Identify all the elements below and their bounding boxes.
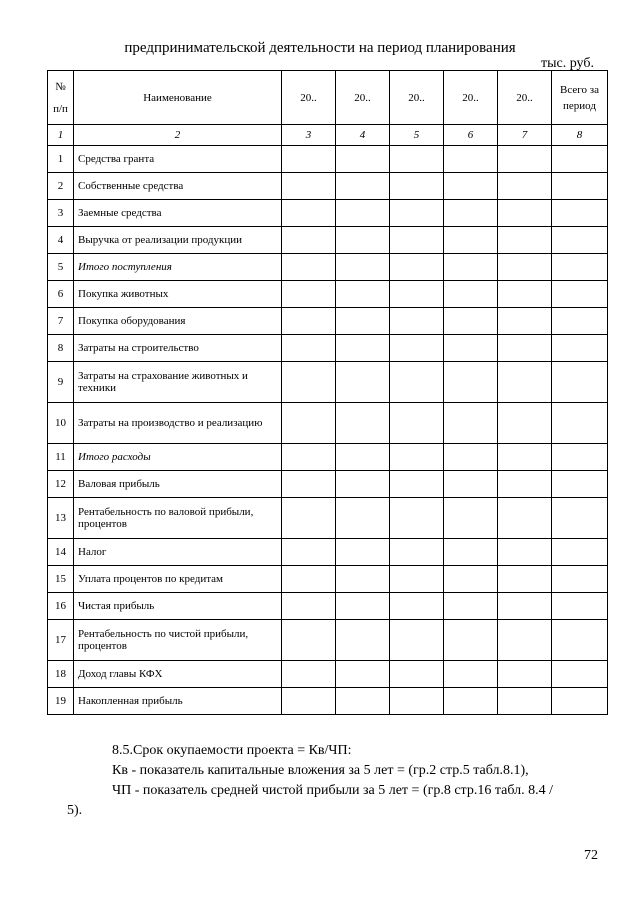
header-year-2: 20.. (336, 71, 390, 125)
value-cell (282, 227, 336, 254)
index-cell: 4 (336, 125, 390, 146)
index-cell: 6 (444, 125, 498, 146)
value-cell (444, 620, 498, 661)
value-cell (282, 200, 336, 227)
value-cell (390, 498, 444, 539)
kv-definition: Кв - показатель капитальные вложения за 5 лет = (гр.2 стр.5 табл.8.1), (112, 763, 529, 778)
chp-definition-end: 5). (67, 803, 83, 818)
row-number: 8 (48, 335, 74, 362)
value-cell (444, 539, 498, 566)
value-cell (498, 200, 552, 227)
value-cell (498, 593, 552, 620)
value-cell (282, 661, 336, 688)
value-cell (498, 362, 552, 403)
value-cell (336, 620, 390, 661)
value-cell (498, 335, 552, 362)
value-cell (552, 498, 608, 539)
value-cell (444, 254, 498, 281)
value-cell (498, 227, 552, 254)
table-row (48, 254, 608, 281)
table-row (48, 471, 608, 498)
table-body (48, 146, 608, 715)
row-name: Покупка оборудования (74, 308, 282, 335)
table-row (48, 566, 608, 593)
row-name: Накопленная прибыль (74, 688, 282, 715)
value-cell (336, 200, 390, 227)
value-cell (552, 173, 608, 200)
value-cell (444, 661, 498, 688)
value-cell (282, 254, 336, 281)
value-cell (552, 471, 608, 498)
value-cell (390, 281, 444, 308)
value-cell (282, 593, 336, 620)
value-cell (390, 593, 444, 620)
row-name: Собственные средства (74, 173, 282, 200)
value-cell (336, 539, 390, 566)
table-row (48, 539, 608, 566)
value-cell (498, 471, 552, 498)
value-cell (444, 227, 498, 254)
value-cell (282, 539, 336, 566)
value-cell (336, 403, 390, 444)
value-cell (282, 335, 336, 362)
value-cell (336, 471, 390, 498)
value-cell (282, 362, 336, 403)
value-cell (498, 281, 552, 308)
row-name: Выручка от реализации продукции (74, 227, 282, 254)
value-cell (336, 593, 390, 620)
row-number: 2 (48, 173, 74, 200)
value-cell (390, 539, 444, 566)
value-cell (282, 308, 336, 335)
row-number: 6 (48, 281, 74, 308)
value-cell (282, 620, 336, 661)
value-cell (498, 620, 552, 661)
row-name: Рентабельность по валовой прибыли, процентов (74, 498, 282, 539)
value-cell (282, 498, 336, 539)
row-name: Затраты на производство и реализацию (74, 403, 282, 444)
document-title: предпринимательской деятельности на период планирования (124, 40, 516, 56)
value-cell (282, 688, 336, 715)
value-cell (552, 444, 608, 471)
value-cell (390, 335, 444, 362)
value-cell (444, 688, 498, 715)
value-cell (552, 254, 608, 281)
row-number: 5 (48, 254, 74, 281)
value-cell (498, 146, 552, 173)
value-cell (390, 173, 444, 200)
row-number: 7 (48, 308, 74, 335)
value-cell (444, 403, 498, 444)
value-cell (552, 146, 608, 173)
value-cell (336, 173, 390, 200)
value-cell (336, 227, 390, 254)
value-cell (336, 335, 390, 362)
value-cell (390, 471, 444, 498)
header-num: № п/п (48, 71, 74, 125)
value-cell (552, 308, 608, 335)
table-row (48, 227, 608, 254)
value-cell (444, 281, 498, 308)
value-cell (390, 620, 444, 661)
value-cell (552, 200, 608, 227)
row-number: 19 (48, 688, 74, 715)
index-cell: 8 (552, 125, 608, 146)
value-cell (390, 661, 444, 688)
value-cell (390, 227, 444, 254)
row-number: 3 (48, 200, 74, 227)
value-cell (552, 335, 608, 362)
value-cell (552, 281, 608, 308)
value-cell (444, 471, 498, 498)
value-cell (336, 281, 390, 308)
row-name: Затраты на страхование животных и техники (74, 362, 282, 403)
row-number: 15 (48, 566, 74, 593)
row-number: 17 (48, 620, 74, 661)
value-cell (552, 227, 608, 254)
value-cell (552, 688, 608, 715)
index-cell: 2 (74, 125, 282, 146)
table-row (48, 661, 608, 688)
value-cell (498, 444, 552, 471)
index-cell: 7 (498, 125, 552, 146)
row-number: 10 (48, 403, 74, 444)
value-cell (282, 173, 336, 200)
header-year-3: 20.. (390, 71, 444, 125)
row-name: Налог (74, 539, 282, 566)
value-cell (444, 593, 498, 620)
value-cell (336, 444, 390, 471)
value-cell (552, 539, 608, 566)
table-row (48, 593, 608, 620)
value-cell (336, 146, 390, 173)
value-cell (444, 173, 498, 200)
value-cell (498, 688, 552, 715)
value-cell (390, 444, 444, 471)
value-cell (444, 566, 498, 593)
column-index-row (48, 125, 608, 146)
header-year-4: 20.. (444, 71, 498, 125)
value-cell (444, 308, 498, 335)
index-cell: 1 (48, 125, 74, 146)
row-name: Валовая прибыль (74, 471, 282, 498)
value-cell (390, 308, 444, 335)
value-cell (336, 254, 390, 281)
value-cell (390, 688, 444, 715)
table-row (48, 335, 608, 362)
value-cell (336, 308, 390, 335)
value-cell (552, 566, 608, 593)
row-name: Итого расходы (74, 444, 282, 471)
table-row (48, 308, 608, 335)
value-cell (498, 173, 552, 200)
value-cell (444, 498, 498, 539)
value-cell (282, 471, 336, 498)
header-name: Наименование (74, 71, 282, 125)
chp-definition: ЧП - показатель средней чистой прибыли за 5 лет = (гр.8 стр.16 табл. 8.4 / (112, 783, 553, 798)
row-number: 9 (48, 362, 74, 403)
row-number: 18 (48, 661, 74, 688)
value-cell (390, 566, 444, 593)
value-cell (282, 146, 336, 173)
row-number: 14 (48, 539, 74, 566)
value-cell (444, 146, 498, 173)
row-name: Средства гранта (74, 146, 282, 173)
row-name: Чистая прибыль (74, 593, 282, 620)
index-cell: 5 (390, 125, 444, 146)
value-cell (498, 661, 552, 688)
value-cell (390, 146, 444, 173)
table-row (48, 620, 608, 661)
planning-table (47, 70, 608, 715)
value-cell (444, 362, 498, 403)
value-cell (390, 362, 444, 403)
payback-heading: 8.5.Срок окупаемости проекта = Кв/ЧП: (112, 743, 352, 758)
table-row (48, 200, 608, 227)
value-cell (390, 403, 444, 444)
units-label: тыс. руб. (541, 56, 594, 71)
value-cell (552, 620, 608, 661)
value-cell (444, 200, 498, 227)
value-cell (282, 566, 336, 593)
value-cell (390, 254, 444, 281)
table-row (48, 688, 608, 715)
row-name: Заемные средства (74, 200, 282, 227)
value-cell (336, 498, 390, 539)
value-cell (498, 539, 552, 566)
value-cell (498, 254, 552, 281)
table-row (48, 498, 608, 539)
value-cell (282, 403, 336, 444)
table-row (48, 146, 608, 173)
row-number: 16 (48, 593, 74, 620)
page-number: 72 (584, 848, 598, 863)
value-cell (444, 335, 498, 362)
header-year-5: 20.. (498, 71, 552, 125)
value-cell (498, 308, 552, 335)
table-row (48, 444, 608, 471)
value-cell (336, 688, 390, 715)
row-name: Уплата процентов по кредитам (74, 566, 282, 593)
value-cell (552, 593, 608, 620)
value-cell (498, 498, 552, 539)
row-name: Покупка животных (74, 281, 282, 308)
value-cell (498, 566, 552, 593)
row-number: 1 (48, 146, 74, 173)
table-row (48, 403, 608, 444)
row-name: Доход главы КФХ (74, 661, 282, 688)
row-number: 12 (48, 471, 74, 498)
row-number: 11 (48, 444, 74, 471)
header-year-1: 20.. (282, 71, 336, 125)
row-name: Затраты на строительство (74, 335, 282, 362)
table-row (48, 281, 608, 308)
value-cell (336, 362, 390, 403)
row-number: 4 (48, 227, 74, 254)
header-total: Всего за период (552, 71, 608, 125)
value-cell (336, 566, 390, 593)
table-header-row (48, 71, 608, 125)
value-cell (552, 362, 608, 403)
value-cell (282, 444, 336, 471)
table-row (48, 362, 608, 403)
table-row (48, 173, 608, 200)
value-cell (552, 661, 608, 688)
value-cell (444, 444, 498, 471)
value-cell (390, 200, 444, 227)
row-number: 13 (48, 498, 74, 539)
value-cell (498, 403, 552, 444)
index-cell: 3 (282, 125, 336, 146)
row-name: Итого поступления (74, 254, 282, 281)
row-name: Рентабельность по чистой прибыли, процентов (74, 620, 282, 661)
value-cell (336, 661, 390, 688)
value-cell (282, 281, 336, 308)
value-cell (552, 403, 608, 444)
